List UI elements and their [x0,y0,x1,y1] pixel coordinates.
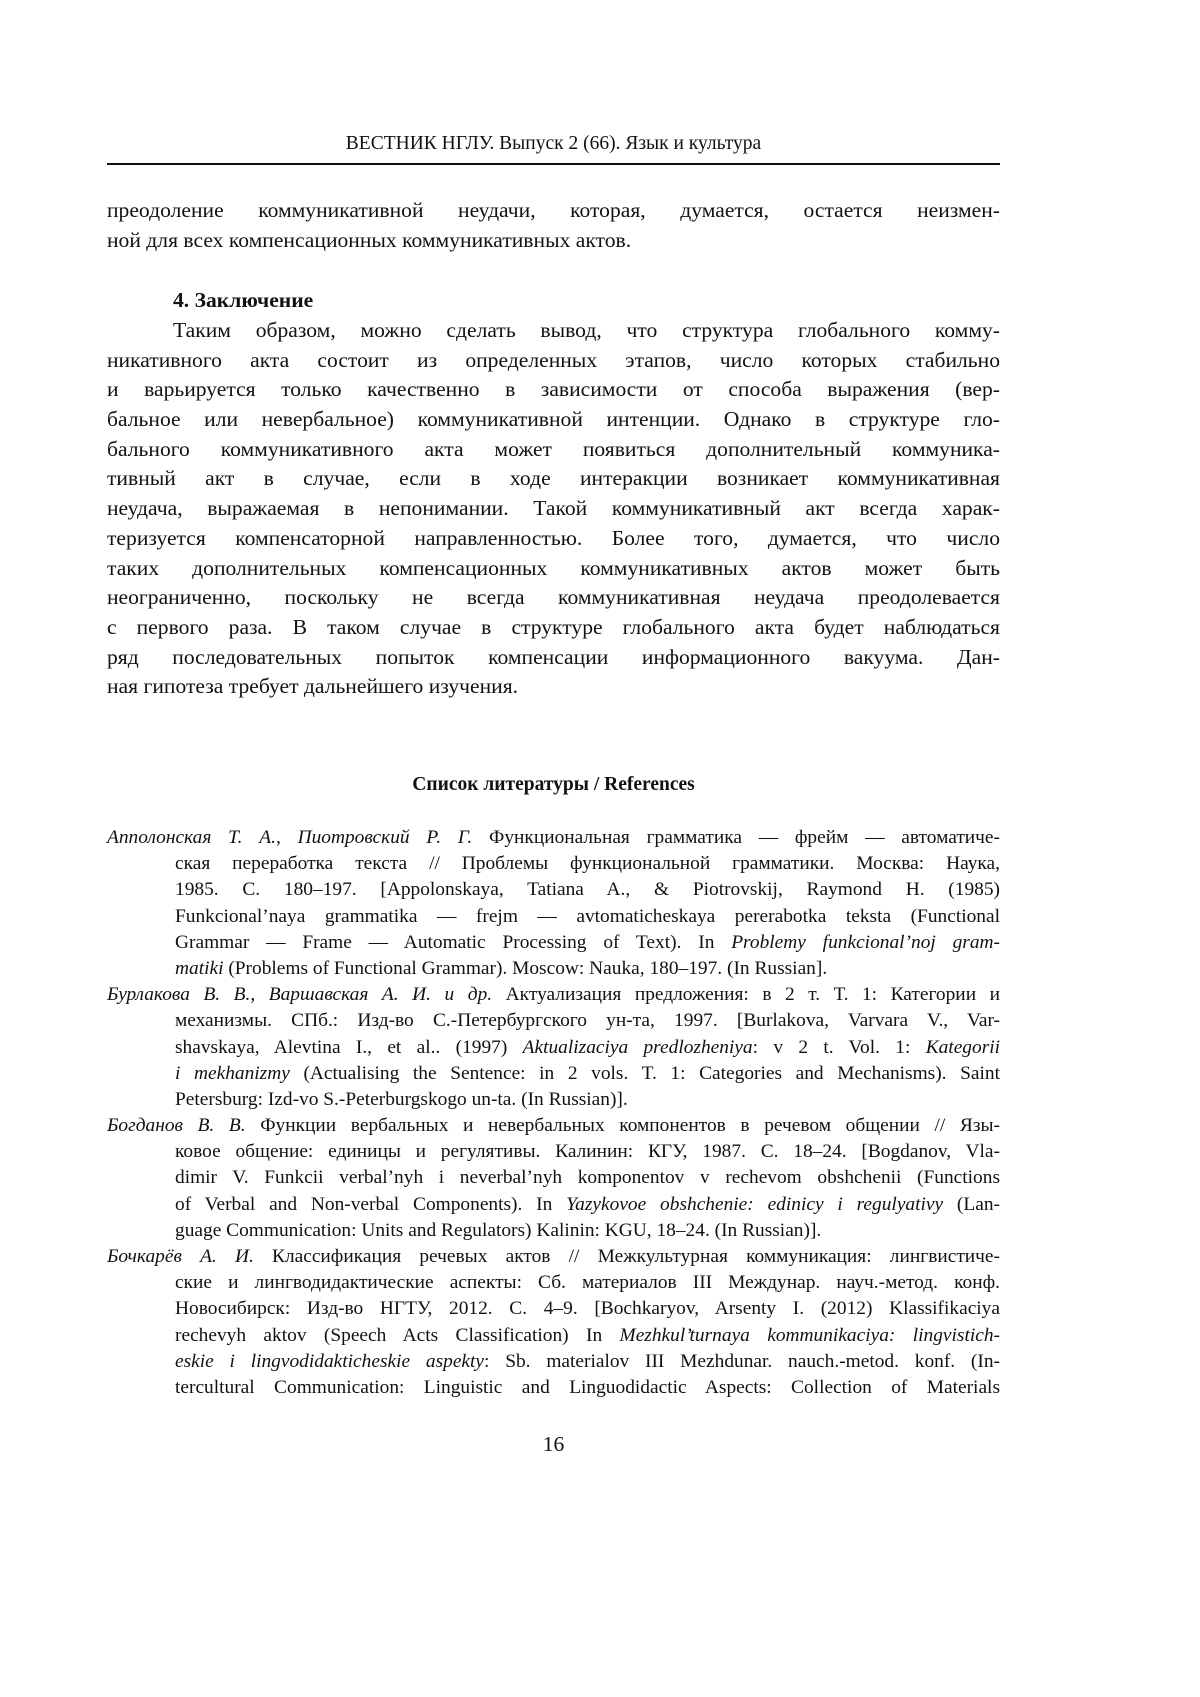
page-number: 16 [107,1432,1000,1457]
reference-line [107,1061,1000,1087]
reference-segment: Funkcional’naya grammatika — frejm — avtomaticheskaya pererabotka teksta (Functional [175,906,1000,927]
text-line: теризуется компенсаторной направленностью. Более того, думается, что число [107,524,1000,554]
reference-segment: dimir V. Funkcii verbal’nyh i neverbal’nyh komponentov v rechevom obshchenii (Functions [175,1167,1000,1188]
reference-entry [107,1113,1000,1244]
reference-italic-segment: Бурлакова В. В., Варшавская А. И. и др. [107,984,492,1005]
text-line: никативного акта состоит из определенных этапов, число которых стабильно [107,346,1000,376]
reference-segment: Актуализация предложения: в 2 т. Т. 1: Категории и [492,984,1000,1005]
reference-segment: shavskaya, Alevtina I., et al.. (1997) [175,1037,523,1058]
references-list [107,825,1000,1401]
reference-segment: ская переработка текста // Проблемы функциональной грамматики. Москва: Наука, [175,853,1000,874]
reference-segment: : v 2 t. Vol. 1: [753,1037,926,1058]
reference-italic-segment: Kategorii [926,1037,1000,1058]
reference-segment: 1985. С. 180–197. [Appolonskaya, Tatiana A., & Piotrovskij, Raymond H. (1985) [175,879,1000,900]
conclusion-paragraph [107,316,1000,702]
text-line: неограниченно, поскольку не всегда коммуникативная неудача преодолевается [107,583,1000,613]
reference-entry [107,825,1000,982]
reference-line [107,956,1000,982]
reference-italic-segment: Aktualizaciya predlozheniya [523,1037,753,1058]
reference-line [107,1192,1000,1218]
reference-segment: (Actualising the Sentence: in 2 vols. T. 1: Categories and Mechanisms). Saint [290,1063,1000,1084]
reference-segment: tercultural Communication: Linguistic and Linguodidactic Aspects: Collection of Materials [175,1377,1000,1398]
reference-italic-segment: Богданов В. В. [107,1115,246,1136]
reference-line [107,1375,1000,1401]
section-heading: 4. Заключение [173,286,313,316]
reference-line [107,1244,1000,1270]
text-line: бальное или невербальное) коммуникативной интенции. Однако в структуре гло- [107,405,1000,435]
text-line: таких дополнительных компенсационных коммуникативных актов может быть [107,554,1000,584]
reference-line [107,1218,1000,1244]
reference-line [107,982,1000,1008]
text-line: ная гипотеза требует дальнейшего изучения. [107,672,1000,702]
reference-segment: (Lan- [943,1194,1000,1215]
reference-line [107,1087,1000,1113]
reference-segment: (Problems of Functional Grammar). Moscow: Nauka, 180–197. (In Russian]. [223,958,827,979]
text-line: преодоление коммуникативной неудачи, которая, думается, остается неизмен- [107,196,1000,226]
text-line: бального коммуникативного акта может появиться дополнительный коммуника- [107,435,1000,465]
reference-segment: ковое общение: единицы и регулятивы. Калинин: КГУ, 1987. С. 18–24. [Bogdanov, Vla- [175,1141,1000,1162]
reference-line [107,930,1000,956]
references-title: Список литературы / References [107,774,1000,796]
reference-italic-segment: Mezhkul’turnaya kommunikaciya: lingvistich- [620,1325,1000,1346]
reference-line [107,1296,1000,1322]
reference-segment: of Verbal and Non-verbal Components). In [175,1194,566,1215]
reference-segment: механизмы. СПб.: Изд-во С.-Петербургского ун-та, 1997. [Burlakova, Varvara V., Var- [175,1010,1000,1031]
reference-segment: rechevyh aktov (Speech Acts Classification) In [175,1325,620,1346]
reference-segment: ские и лингводидактические аспекты: Сб. материалов III Междунар. науч.-метод. конф. [175,1272,1000,1293]
reference-segment: Функции вербальных и невербальных компонентов в речевом общении // Язы- [246,1115,1000,1136]
reference-segment: guage Communication: Units and Regulators) Kalinin: KGU, 18–24. (In Russian)]. [175,1220,821,1241]
reference-entry [107,982,1000,1113]
reference-italic-segment: eskie i lingvodidakticheskie aspekty [175,1351,484,1372]
reference-line [107,1113,1000,1139]
paragraph-continued [107,196,1000,255]
reference-italic-segment: Yazykovoe obshchenie: edinicy i regulyativy [566,1194,943,1215]
text-line: тивный акт в случае, если в ходе интеракции возникает коммуникативная [107,464,1000,494]
reference-line [107,904,1000,930]
reference-segment: Grammar — Frame — Automatic Processing of Text). In [175,932,731,953]
reference-line [107,1270,1000,1296]
reference-line [107,1008,1000,1034]
header-rule [107,163,1000,165]
reference-italic-segment: matiki [175,958,223,979]
reference-italic-segment: Problemy funkcional’noj gram- [731,932,1000,953]
reference-line [107,825,1000,851]
reference-segment: Классификация речевых актов // Межкультурная коммуникация: лингвистиче- [254,1246,1000,1267]
reference-segment: Новосибирск: Изд-во НГТУ, 2012. С. 4–9. [Bochkaryov, Arsenty I. (2012) Klassifikaciya [175,1298,1000,1319]
text-line: с первого раза. В таком случае в структуре глобального акта будет наблюдаться [107,613,1000,643]
reference-line [107,1323,1000,1349]
text-line: ряд последовательных попыток компенсации информационного вакуума. Дан- [107,643,1000,673]
running-header: ВЕСТНИК НГЛУ. Выпуск 2 (66). Язык и культура [107,133,1000,155]
reference-line [107,1139,1000,1165]
reference-line [107,1035,1000,1061]
text-line: ной для всех компенсационных коммуникативных актов. [107,226,1000,256]
text-line: Таким образом, можно сделать вывод, что структура глобального комму- [107,316,1000,346]
reference-italic-segment: i mekhanizmy [175,1063,290,1084]
text-line: неудача, выражаемая в непонимании. Такой коммуникативный акт всегда харак- [107,494,1000,524]
reference-italic-segment: Бочкарёв А. И. [107,1246,254,1267]
reference-entry [107,1244,1000,1401]
reference-segment: Функциональная грамматика — фрейм — автоматиче- [472,827,1000,848]
text-line: и варьируется только качественно в зависимости от способа выражения (вер- [107,375,1000,405]
reference-line [107,851,1000,877]
reference-line [107,1165,1000,1191]
reference-line [107,1349,1000,1375]
reference-italic-segment: Апполонская Т. А., Пиотровский Р. Г. [107,827,472,848]
reference-segment: : Sb. materialov III Mezhdunar. nauch.-metod. konf. (In- [484,1351,1000,1372]
reference-line [107,877,1000,903]
reference-segment: Petersburg: Izd-vo S.-Peterburgskogo un-ta. (In Russian)]. [175,1089,628,1110]
